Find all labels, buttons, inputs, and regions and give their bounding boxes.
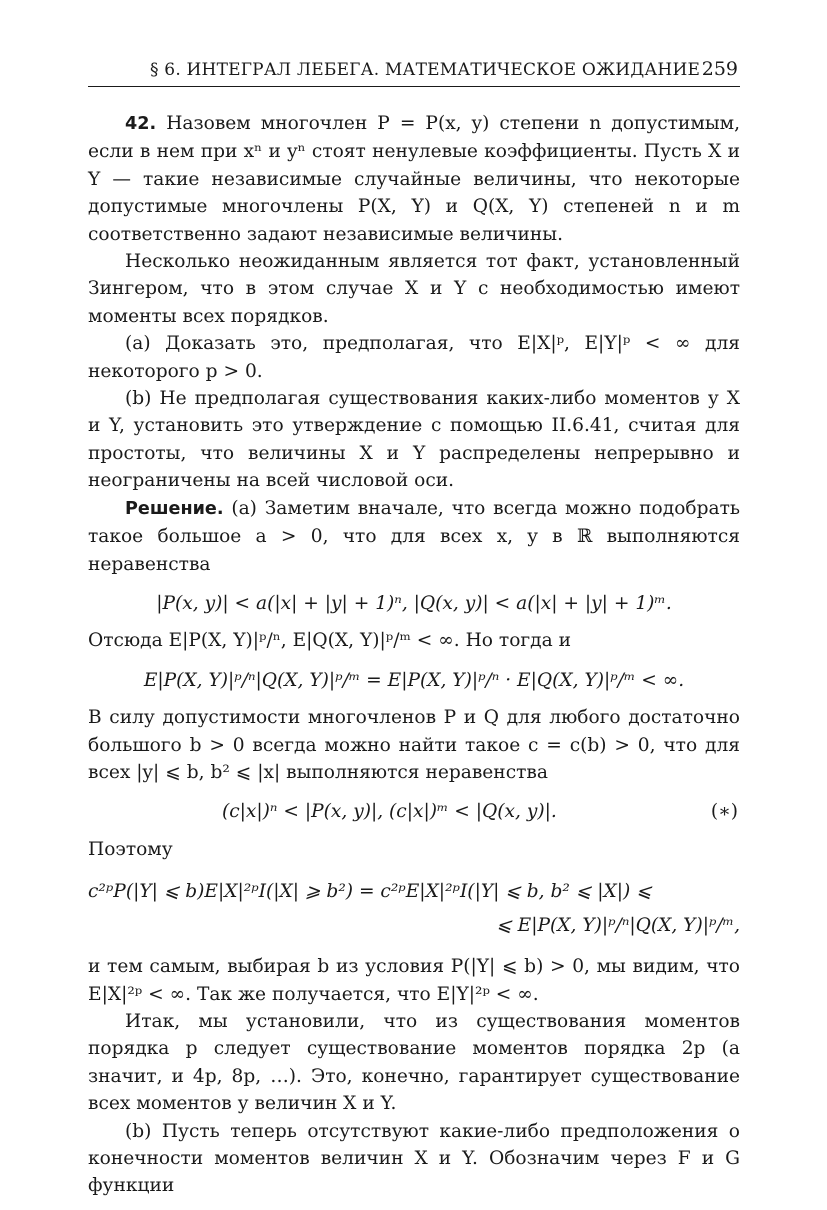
running-header — [88, 56, 740, 86]
formula-expectation-product: E|P(X, Y)|ᵖ/ⁿ|Q(X, Y)|ᵖ/ᵐ = E|P(X, Y)|ᵖ/ⁿ · E|Q(X, Y)|ᵖ/ᵐ < ∞. — [143, 669, 685, 691]
solution-intro — [88, 495, 740, 578]
formula-star-body: (c|x|)ⁿ < |P(x, y)|, (c|x|)ᵐ < |Q(x, y)|. — [222, 801, 557, 823]
solution-text-7: (b) Пусть теперь отсутствуют какие-либо предположения о конечности моментов величин X и Y. Обозначим через F и G функции — [88, 1120, 740, 1197]
formula-bounds: |P(x, y)| < a(|x| + |y| + 1)ⁿ, |Q(x, y)| < a(|x| + |y| + 1)ᵐ. — [156, 592, 672, 614]
formula-moment-line-1: c²ᵖP(|Y| ⩽ b)E|X|²ᵖI(|X| ⩾ b²) = c²ᵖE|X|²ᵖI(|Y| ⩽ b, b² ⩽ |X|) ⩽ — [88, 881, 652, 903]
formula-star-tag: (∗) — [710, 801, 738, 823]
problem-statement — [88, 110, 740, 248]
solution-label: Решение. — [125, 498, 224, 519]
header-rule — [88, 86, 740, 87]
problem-text: Назовем многочлен P = P(x, y) степени n допустимым, если в нем при xⁿ и yⁿ стоят ненулевые коэффициенты. Пусть X и Y — такие независимые случайные величины, что некоторые допустимые многочлены P(X, Y) и Q(X, Y) степеней n и m соответственно задают независимые величины. — [88, 113, 740, 245]
formula-moment-line-2: ⩽ E|P(X, Y)|ᵖ/ⁿ|Q(X, Y)|ᵖ/ᵐ, — [496, 915, 740, 937]
solution-text-2: Отсюда E|P(X, Y)|ᵖ/ⁿ, E|Q(X, Y)|ᵖ/ᵐ < ∞. Но тогда и — [88, 630, 571, 652]
solution-text-4: Поэтому — [88, 838, 173, 860]
page-number: 259 — [701, 58, 738, 80]
formula-moment-estimate — [88, 875, 740, 943]
solution-text-5: и тем самым, выбирая b из условия P(|Y| ⩽ b) > 0, мы видим, что E|X|²ᵖ < ∞. Так же получается, что E|Y|²ᵖ < ∞. — [88, 956, 740, 1005]
solution-text-6: Итак, мы установили, что из существования моментов порядка p следует существование моментов порядка 2p (а значит, и 4p, 8p, …). Это, конечно, гарантирует существование всех моментов у величин X и Y. — [88, 1010, 740, 1115]
problem-remark: Несколько неожиданным является тот факт, установленный Зингером, что в этом случае X и Y с необходимостью имеют моменты всех порядков. — [88, 251, 740, 327]
running-title: § 6. ИНТЕГРАЛ ЛЕБЕГА. МАТЕМАТИЧЕСКОЕ ОЖИДАНИЕ — [150, 60, 701, 80]
problem-part-b: (b) Не предполагая существования каких-либо моментов у X и Y, установить это утверждение с помощью II.6.41, считая для простоты, что величины X и Y распределены непрерывно и неограничены на всей числовой оси. — [88, 388, 740, 492]
page-body — [88, 110, 740, 1200]
problem-part-a: (a) Доказать это, предполагая, что E|X|ᵖ, E|Y|ᵖ < ∞ для некоторого p > 0. — [88, 333, 740, 382]
solution-intro-text: (a) Заметим вначале, что всегда можно подобрать такое большое a > 0, что для всех x, y в ℝ выполняются неравенства — [88, 497, 740, 575]
problem-number: 42. — [125, 114, 157, 134]
solution-text-3: В силу допустимости многочленов P и Q для любого достаточно большого b > 0 всегда можно найти такое c = c(b) > 0, что для всех |y| ⩽ b, b² ⩽ |x| выполняются неравенства — [88, 707, 740, 783]
formula-star — [88, 798, 740, 825]
